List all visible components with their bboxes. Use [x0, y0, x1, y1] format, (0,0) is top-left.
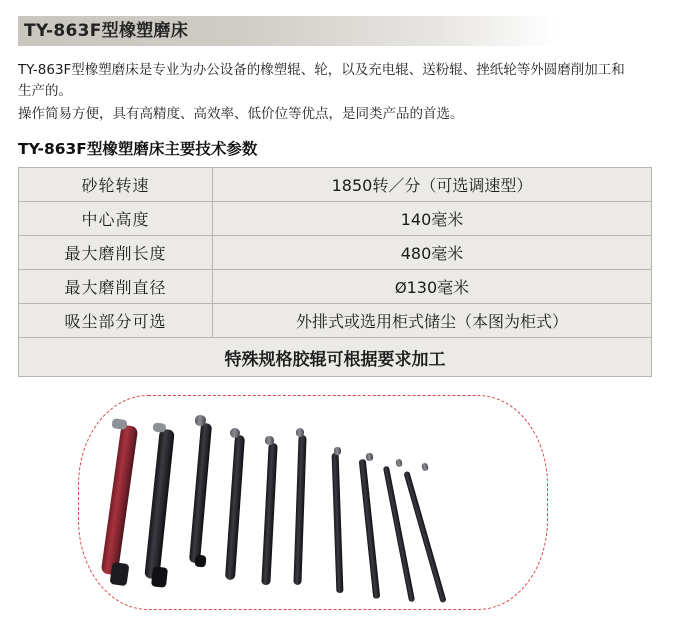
table-row-note [19, 338, 652, 377]
table-row [19, 236, 652, 270]
table-row [19, 270, 652, 304]
roller-products-illustration [78, 395, 548, 610]
intro-paragraph-2: 操作简易方便，具有高精度、高效率、低价位等优点，是同类产品的首选。 [18, 106, 464, 122]
intro-paragraph-1: TY-863F型橡塑磨床是专业为办公设备的橡塑辊、轮，以及充电辊、送粉辊、挫纸轮等外圆磨削加工和生产的。 [18, 62, 625, 99]
roller-dark-4 [293, 428, 306, 585]
roller-dark-2 [225, 428, 245, 581]
diameter-symbol: Ø [394, 279, 407, 297]
table-row [19, 202, 652, 236]
table-row [19, 304, 652, 338]
page-title: TY-863F型橡塑磨床 [24, 21, 189, 41]
roller-dark-3 [261, 436, 277, 585]
spec-label: 中心高度 [19, 202, 213, 236]
spec-label: 最大磨削长度 [19, 236, 213, 270]
spec-value: 130毫米 [406, 278, 470, 297]
spec-label: 吸尘部分可选 [19, 304, 213, 338]
spec-label: 最大磨削直径 [19, 270, 213, 304]
product-photo [78, 395, 548, 610]
roller-thin-1 [332, 447, 344, 593]
spec-value: 1850转／分（可选调速型） [213, 168, 652, 202]
roller-thin-2 [359, 453, 381, 599]
intro-text [18, 60, 638, 125]
roller-dark-1 [144, 422, 175, 587]
spec-table [18, 167, 652, 377]
roller-red [101, 418, 139, 586]
spec-value: 140毫米 [213, 202, 652, 236]
page-title-band [18, 16, 558, 46]
section-heading: TY-863F型橡塑磨床主要技术参数 [18, 140, 258, 158]
table-row [19, 168, 652, 202]
roller-grey-1 [189, 415, 212, 568]
spec-value-diameter [213, 270, 652, 304]
spec-value: 外排式或选用柜式储尘（本图为柜式） [213, 304, 652, 338]
spec-label: 砂轮转速 [19, 168, 213, 202]
spec-value: 480毫米 [213, 236, 652, 270]
spec-note: 特殊规格胶辊可根据要求加工 [19, 338, 652, 377]
